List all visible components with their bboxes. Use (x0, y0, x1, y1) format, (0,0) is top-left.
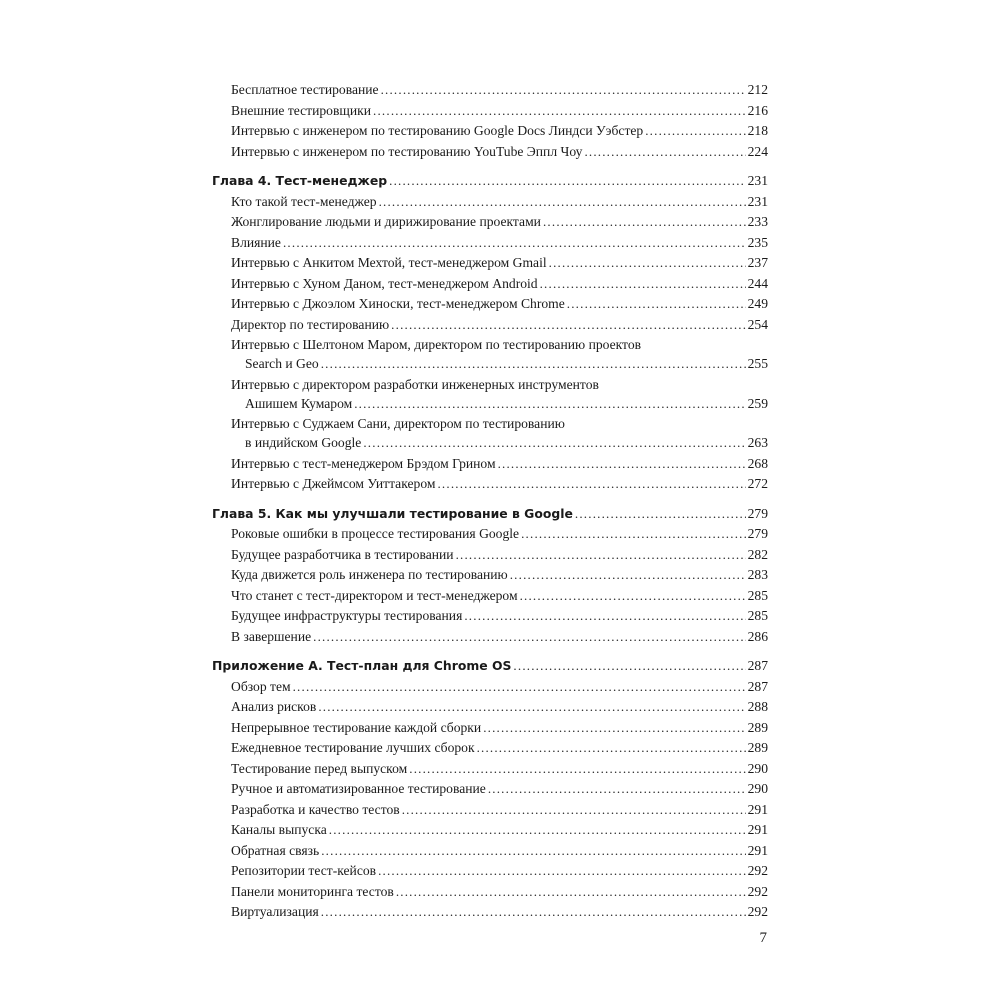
leader-dots (402, 800, 746, 821)
toc-entry-label: В завершение (231, 628, 312, 644)
toc-entry-page: 291 (747, 801, 768, 817)
toc-entry-page: 291 (747, 842, 768, 858)
leader-dots (456, 545, 746, 566)
leader-dots (521, 524, 746, 545)
toc-entry-label: Интервью с Хуном Даном, тест-менеджером Android (231, 275, 538, 291)
toc-entry-label: Будущее инфраструктуры тестирования (231, 608, 463, 623)
leader-dots (437, 474, 745, 495)
toc-entry-line1 (212, 335, 768, 354)
toc-entry (212, 80, 768, 101)
toc-entry-page: 292 (747, 863, 768, 878)
toc-entry (212, 524, 768, 545)
toc-entry (212, 606, 768, 627)
chapter-page: 287 (747, 658, 768, 673)
toc-entry-label: Интервью с директором разработки инженерных инструментов (231, 376, 599, 392)
leader-dots (513, 656, 745, 677)
toc-entry (212, 474, 768, 495)
toc-entry-page: 216 (747, 102, 768, 118)
leader-dots (318, 697, 745, 718)
toc-entry-label: Тестирование перед выпуском (231, 760, 408, 776)
toc-entry-label: Каналы выпуска (231, 822, 327, 837)
toc-entry-page: 259 (747, 395, 768, 411)
table-of-contents (212, 80, 768, 923)
toc-entry (212, 800, 768, 821)
toc-entry-label: Непрерывное тестирование каждой сборки (231, 719, 482, 735)
toc-entry (212, 627, 768, 648)
toc-entry (212, 294, 768, 315)
leader-dots (354, 394, 745, 415)
toc-entry-page: 288 (747, 699, 768, 714)
toc-entry-label: Интервью с Джеймсом Уиттакером (231, 476, 436, 491)
toc-entry-label: Интервью с Джоэлом Хиноски, тест-менеджером Chrome (231, 296, 565, 311)
toc-entry (212, 841, 768, 862)
chapter-title: Глава 5. Как мы улучшали тестирование в Google (212, 505, 573, 521)
toc-entry-label: Ручное и автоматизированное тестирование (231, 781, 486, 796)
leader-dots (293, 677, 746, 698)
chapter-heading (212, 504, 768, 525)
toc-entry (212, 253, 768, 274)
toc-entry (212, 738, 768, 759)
leader-dots (498, 454, 746, 475)
toc-entry-label: Роковые ошибки в процессе тестирования Google (231, 526, 520, 541)
toc-entry-page: 290 (747, 760, 768, 776)
chapter-page: 279 (747, 505, 768, 521)
toc-entry-page: 289 (747, 719, 768, 735)
toc-entry (212, 454, 768, 475)
toc-entry-page: 272 (747, 476, 768, 491)
chapter-page: 231 (747, 173, 768, 188)
toc-entry (212, 565, 768, 586)
toc-entry-page: 285 (747, 587, 768, 603)
toc-entry-page: 282 (747, 546, 768, 562)
toc-entry-page: 292 (747, 904, 768, 919)
leader-dots (488, 779, 746, 800)
toc-entry-line2 (212, 394, 768, 415)
leader-dots (396, 882, 746, 903)
chapter-title: Глава 4. Тест-менеджер (212, 173, 388, 188)
leader-dots (477, 738, 746, 759)
leader-dots (373, 101, 746, 122)
toc-entry-page: 224 (747, 143, 768, 159)
leader-dots (313, 627, 745, 648)
toc-entry-line2 (212, 354, 768, 375)
toc-entry-label: Виртуализация (231, 904, 319, 919)
leader-dots (483, 718, 745, 739)
toc-entry-page: 237 (747, 255, 768, 270)
toc-entry-label: Интервью с Шелтоном Маром, директором по тестированию проектов (231, 337, 642, 352)
toc-entry-label: Интервью с Суджаем Сани, директором по тестированию (231, 416, 565, 431)
toc-entry-page: 290 (747, 781, 768, 796)
leader-dots (283, 233, 746, 254)
toc-entry-label-cont: в индийском Google (245, 435, 362, 450)
leader-dots (329, 820, 746, 841)
toc-entry-page: 255 (747, 356, 768, 371)
toc-entry-label: Бесплатное тестирование (231, 82, 379, 97)
toc-entry-page: 235 (747, 234, 768, 250)
leader-dots (549, 253, 746, 274)
toc-entry-label: Куда движется роль инженера по тестированию (231, 567, 508, 582)
toc-entry-label: Ежедневное тестирование лучших сборок (231, 740, 475, 755)
toc-entry-label: Репозитории тест-кейсов (231, 863, 377, 878)
toc-entry-page: 244 (747, 275, 768, 291)
toc-entry-label: Что станет с тест-директором и тест-менеджером (231, 587, 518, 603)
leader-dots (645, 121, 745, 142)
toc-entry (212, 121, 768, 142)
toc-entry (212, 861, 768, 882)
toc-entry (212, 902, 768, 923)
toc-entry-label-cont: Ашишем Кумаром (245, 395, 353, 411)
toc-entry (212, 586, 768, 607)
leader-dots (409, 759, 745, 780)
toc-entry-label: Интервью с Анкитом Мехтой, тест-менеджером Gmail (231, 255, 547, 270)
leader-dots (520, 586, 746, 607)
toc-entry-label: Интервью с инженером по тестированию YouTube Эппл Чоу (231, 143, 583, 159)
chapter-heading (212, 171, 768, 192)
toc-entry-line1 (212, 375, 768, 394)
toc-section-continued (212, 80, 768, 162)
toc-section-chapter-4 (212, 171, 768, 495)
leader-dots (540, 274, 746, 295)
toc-entry (212, 779, 768, 800)
toc-entry (212, 192, 768, 213)
toc-entry-label: Интервью с тест-менеджером Брэдом Грином (231, 455, 496, 471)
toc-entry-label: Кто такой тест-менеджер (231, 193, 377, 209)
toc-entry-label: Внешние тестировщики (231, 102, 372, 118)
toc-entry (212, 212, 768, 233)
toc-entry-page: 292 (747, 883, 768, 899)
toc-entry (212, 759, 768, 780)
toc-entry-page: 231 (747, 193, 768, 209)
toc-entry-page: 291 (747, 822, 768, 837)
toc-entry (212, 545, 768, 566)
toc-entry-label: Жонглирование людьми и дирижирование проектами (231, 214, 541, 229)
toc-entry-page: 218 (747, 123, 768, 138)
leader-dots (575, 504, 746, 525)
toc-entry-label: Интервью с инженером по тестированию Google Docs Линдси Уэбстер (231, 123, 644, 138)
toc-entry (212, 142, 768, 163)
toc-entry-label: Директор по тестированию (231, 316, 390, 332)
chapter-title: Приложение A. Тест-план для Chrome OS (212, 658, 512, 673)
toc-entry-page: 263 (747, 435, 768, 450)
leader-dots (584, 142, 745, 163)
toc-entry (212, 697, 768, 718)
page-number: 7 (759, 930, 767, 946)
leader-dots (391, 315, 745, 336)
toc-entry-page: 212 (747, 82, 768, 97)
toc-entry (212, 101, 768, 122)
leader-dots (381, 80, 746, 101)
toc-entry (212, 315, 768, 336)
toc-entry (212, 233, 768, 254)
toc-entry-label: Обзор тем (231, 678, 291, 694)
toc-entry (212, 718, 768, 739)
toc-section-appendix-a (212, 656, 768, 923)
toc-entry-label: Анализ рисков (231, 699, 317, 714)
toc-entry (212, 820, 768, 841)
toc-entry (212, 882, 768, 903)
toc-entry-page: 285 (747, 608, 768, 623)
toc-entry-page: 233 (747, 214, 768, 229)
leader-dots (363, 433, 745, 454)
toc-entry-label: Панели мониторинга тестов (231, 883, 394, 899)
toc-entry-line1 (212, 414, 768, 433)
leader-dots (321, 902, 746, 923)
leader-dots (379, 192, 746, 213)
toc-entry-line2 (212, 433, 768, 454)
leader-dots (321, 354, 746, 375)
leader-dots (464, 606, 745, 627)
leader-dots (321, 841, 745, 862)
toc-entry-label-cont: Search и Geo (245, 356, 319, 371)
toc-entry-page: 268 (747, 455, 768, 471)
leader-dots (378, 861, 746, 882)
toc-entry (212, 677, 768, 698)
toc-entry-page: 287 (747, 678, 768, 694)
toc-entry-label: Обратная связь (231, 842, 320, 858)
toc-entry-page: 289 (747, 740, 768, 755)
leader-dots (543, 212, 746, 233)
leader-dots (510, 565, 746, 586)
toc-entry-page: 249 (747, 296, 768, 311)
toc-section-chapter-5 (212, 504, 768, 648)
toc-entry-page: 254 (747, 316, 768, 332)
toc-entry (212, 274, 768, 295)
toc-entry-label: Разработка и качество тестов (231, 801, 400, 817)
leader-dots (389, 171, 745, 192)
toc-entry-page: 279 (747, 526, 768, 541)
toc-entry-label: Влияние (231, 234, 281, 250)
toc-entry-page: 286 (747, 628, 768, 644)
chapter-heading (212, 656, 768, 677)
toc-entry-page: 283 (747, 567, 768, 582)
leader-dots (567, 294, 746, 315)
toc-entry-label: Будущее разработчика в тестировании (231, 546, 454, 562)
